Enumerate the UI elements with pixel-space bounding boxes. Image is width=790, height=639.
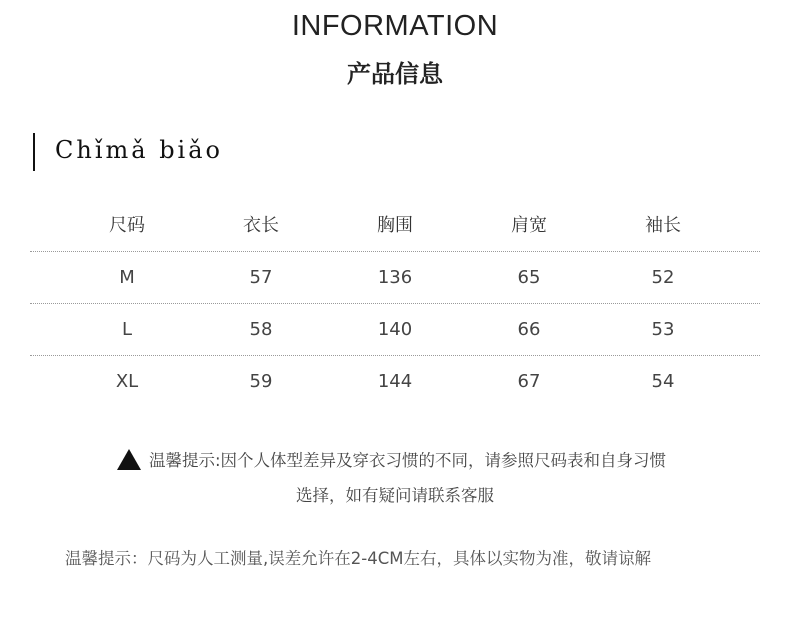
- table-cell: 65: [517, 267, 541, 288]
- table-cell: XL: [115, 371, 139, 392]
- table-cell: 140: [377, 319, 413, 340]
- table-cell: M: [119, 267, 135, 288]
- section-title: Chǐmǎ biǎo: [55, 136, 223, 164]
- table-cell: 52: [651, 267, 675, 288]
- table-cell: 54: [651, 371, 675, 392]
- table-row: [30, 303, 760, 355]
- section-bar: [33, 133, 35, 171]
- column-header: 尺码: [109, 215, 145, 236]
- table-cell: 67: [517, 371, 541, 392]
- table-cell: 66: [517, 319, 541, 340]
- table-cell: 144: [377, 371, 413, 392]
- table-cell: 136: [377, 267, 413, 288]
- page-title-en: INFORMATION: [291, 10, 499, 42]
- column-header: 肩宽: [511, 215, 547, 236]
- measure-tip: 温馨提示：尺码为人工测量,误差允许在2-4CM左右，具体以实物为准，敬请谅解: [65, 549, 651, 568]
- size-tip-line2: 选择，如有疑问请联系客服: [296, 486, 494, 505]
- table-cell: 59: [249, 371, 273, 392]
- table-header-row: [30, 200, 760, 251]
- column-header: 袖长: [645, 215, 681, 236]
- page-title-cn: 产品信息: [347, 60, 443, 88]
- table-row: [30, 355, 760, 407]
- column-header: 胸围: [377, 215, 413, 236]
- table-row: [30, 251, 760, 303]
- size-tip: [117, 446, 666, 472]
- table-cell: 58: [249, 319, 273, 340]
- size-tip-line1: 温馨提示:因个人体型差异及穿衣习惯的不同，请参照尺码表和自身习惯: [149, 451, 667, 470]
- table-cell: 53: [651, 319, 675, 340]
- table-cell: 57: [249, 267, 273, 288]
- warning-triangle-icon: [117, 449, 141, 470]
- table-cell: L: [121, 319, 133, 340]
- column-header: 衣长: [243, 215, 279, 236]
- size-table: [30, 200, 760, 407]
